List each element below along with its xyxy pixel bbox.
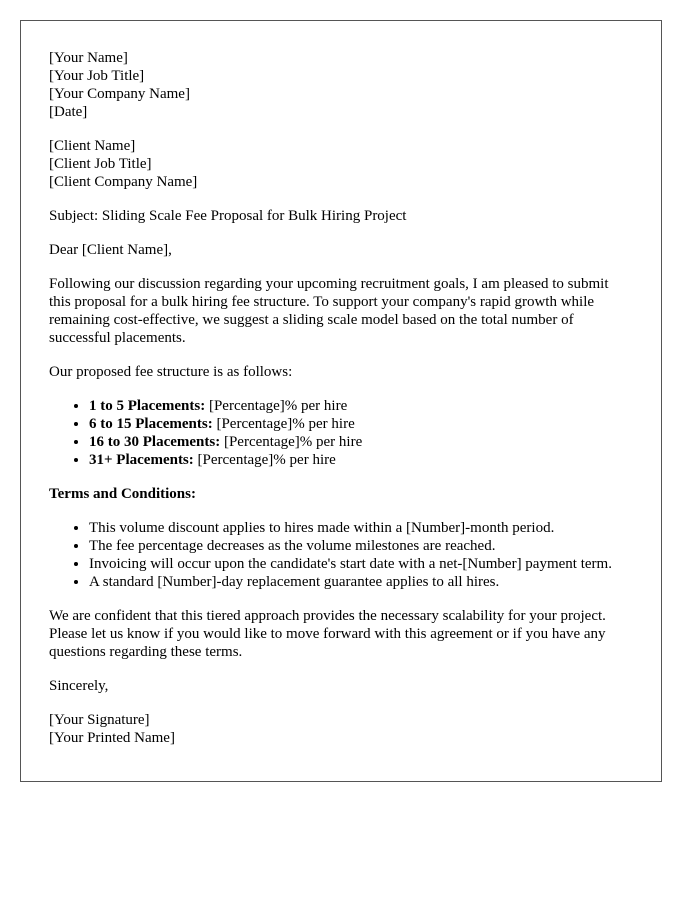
terms-list xyxy=(49,519,633,591)
signoff: Sincerely, xyxy=(49,678,109,694)
recipient-company: [Client Company Name] xyxy=(49,174,198,190)
terms-heading xyxy=(49,485,633,503)
terms-heading-text: Terms and Conditions: xyxy=(49,486,196,502)
closing-paragraph: We are confident that this tiered approach provides the necessary scalability for your project. Please let us know if you would like to move forward with this agreement or if you have any questions regarding these terms. xyxy=(49,608,606,660)
intro-paragraph: Following our discussion regarding your upcoming recruitment goals, I am pleased to submit this proposal for a bulk hiring fee structure. To support your company's rapid growth while remaining cost-effective, we suggest a sliding scale model based on the total number of successful placements. xyxy=(49,276,609,346)
fee-tier xyxy=(89,451,633,469)
fee-tier-value: [Percentage]% per hire xyxy=(220,434,363,450)
letter-date: [Date] xyxy=(49,104,88,120)
letter xyxy=(20,20,662,782)
printed-name: [Your Printed Name] xyxy=(49,730,175,746)
sender-block xyxy=(49,49,633,121)
fee-tier-label: 1 to 5 Placements: xyxy=(89,398,206,414)
term-item: • A standard [Number]-day replacement guarantee applies to all hires. xyxy=(89,573,633,591)
fee-tier xyxy=(89,433,633,451)
term-item: • The fee percentage decreases as the volume milestones are reached. xyxy=(89,537,633,555)
fee-tier-label: 6 to 15 Placements: xyxy=(89,416,213,432)
fee-tier xyxy=(89,397,633,415)
fee-tier xyxy=(89,415,633,433)
signature-block xyxy=(49,711,633,747)
fee-tier-label: 16 to 30 Placements: xyxy=(89,434,221,450)
recipient-name: [Client Name] xyxy=(49,138,136,154)
salutation: Dear [Client Name], xyxy=(49,242,172,258)
fee-intro: Our proposed fee structure is as follows: xyxy=(49,364,293,380)
subject-line: Subject: Sliding Scale Fee Proposal for Bulk Hiring Project xyxy=(49,208,407,224)
signature: [Your Signature] xyxy=(49,712,150,728)
term-item: • Invoicing will occur upon the candidate's start date with a net-[Number] payment term. xyxy=(89,555,633,573)
sender-name: [Your Name] xyxy=(49,50,128,66)
fee-tier-value: [Percentage]% per hire xyxy=(205,398,348,414)
fee-tier-label: 31+ Placements: xyxy=(89,452,194,468)
fee-tier-value: [Percentage]% per hire xyxy=(193,452,336,468)
fee-tier-list xyxy=(49,397,633,469)
recipient-job-title: [Client Job Title] xyxy=(49,156,152,172)
recipient-block xyxy=(49,137,633,191)
term-item: • This volume discount applies to hires made within a [Number]-month period. xyxy=(89,519,633,537)
sender-company: [Your Company Name] xyxy=(49,86,190,102)
fee-tier-value: [Percentage]% per hire xyxy=(212,416,355,432)
sender-job-title: [Your Job Title] xyxy=(49,68,145,84)
